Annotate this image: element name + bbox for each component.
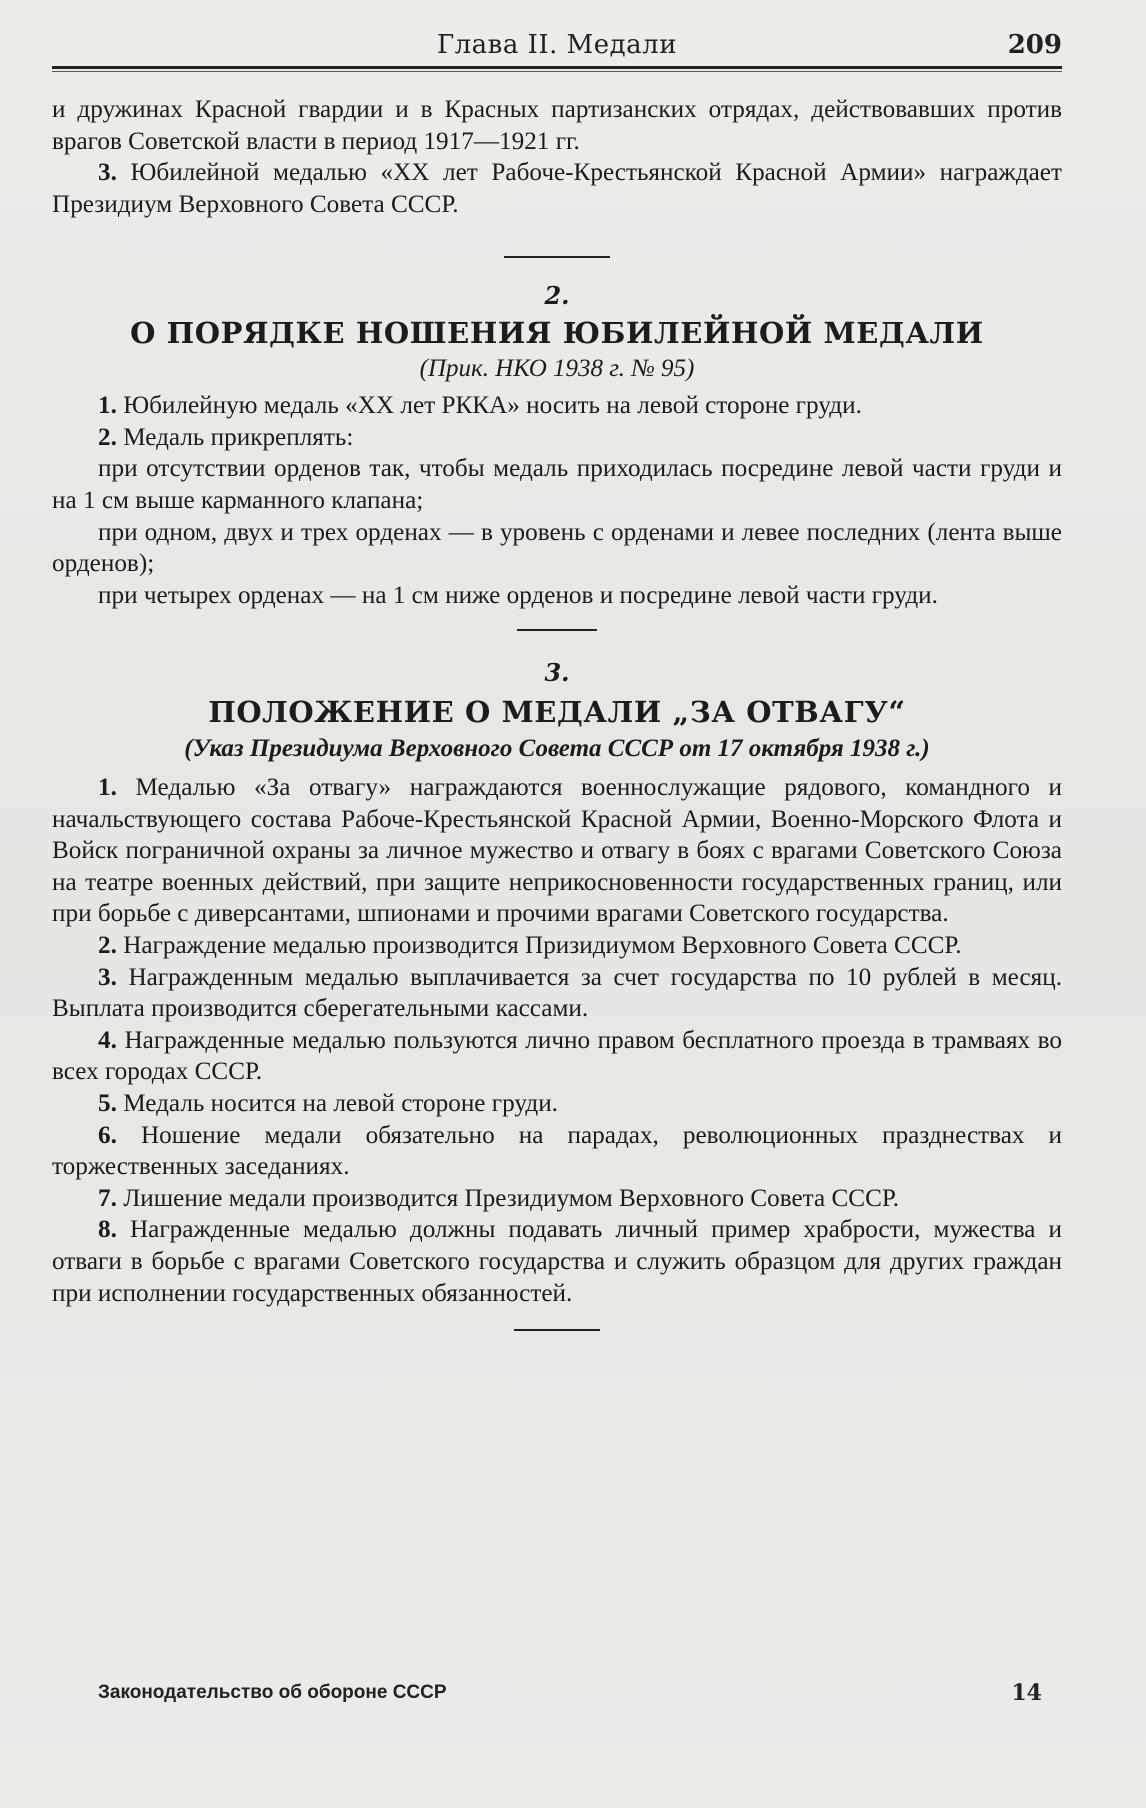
item-text: Награжденные медалью пользуются лично правом бесплатного проезда в трамваях во всех городах СССР.	[52, 1026, 1062, 1086]
item-number: 3.	[98, 963, 117, 991]
item-text: Медаль прикреплять:	[123, 423, 354, 451]
section-3-source: (Указ Президиума Верховного Совета СССР от 17 октября 1938 г.)	[184, 734, 930, 762]
section-2-subitem-c: при четырех орденах — на 1 см ниже орденов и посредине левой части груди.	[98, 581, 938, 609]
section-3-item-8	[52, 1214, 1062, 1309]
item-text: Награжденным медалью выплачивается за счет государства по 10 рублей в месяц. Выплата производится сберегательными кассами.	[52, 963, 1063, 1023]
item-number: 1.	[98, 774, 117, 802]
section-2-subitem-a: при отсутствии орденов так, чтобы медаль приходилась посредине левой части груди и на 1 см выше карманного клапана;	[52, 455, 1062, 514]
section-3-item-3	[52, 962, 1062, 1025]
item-number: 2.	[98, 932, 117, 960]
section-2-number: 2.	[544, 281, 570, 311]
footer-book-title: Законодательство об обороне СССР	[98, 1682, 447, 1703]
running-header	[52, 26, 1062, 68]
intro-paragraph: и дружинах Красной гвардии и в Красных партизанских отрядах, действовавших против врагов Советской власти в период 1917—1921 гг.	[52, 96, 1062, 155]
item-text: Награжденные медалью должны подавать личный пример храбрости, мужества и отваги в борьбе с врагами Советского государства и служить образцом для других граждан при исполнении государственных обязанностей.	[52, 1216, 1062, 1307]
chapter-title: Глава II. Медали	[436, 30, 678, 60]
item-text: Юбилейную медаль «XX лет РККА» носить на левой стороне груди.	[123, 392, 862, 420]
item-number: 3.	[98, 159, 117, 187]
section-2-item-2	[52, 422, 1062, 454]
item-number: 7.	[98, 1184, 117, 1212]
item-number: 1.	[98, 392, 117, 420]
section-3-number: 3.	[544, 658, 570, 688]
section-3-item-7	[52, 1183, 1062, 1215]
item-number: 8.	[98, 1216, 117, 1244]
section-divider	[504, 256, 610, 258]
item-text: Лишение медали производится Президиумом Верховного Совета СССР.	[123, 1184, 900, 1212]
section-3-item-1	[52, 772, 1062, 930]
section-3-items	[52, 772, 1062, 1309]
footer-signature: 14	[1011, 1680, 1042, 1706]
item-number: 2.	[98, 423, 117, 451]
header-rule	[52, 66, 1062, 72]
section-3-item-2	[52, 930, 1062, 962]
item-text: Медалью «За отвагу» награждаются военнослужащие рядового, командного и начальствующего состава Рабоче-Крестьянской Красной Армии, Военно-Морского Флота и Войск пограничной охраны за личное мужество и отвагу в боях с врагами Советского Союза на театре военных действий, при защите неприкосновенности государственных границ, или при борьбе с диверсантами, шпионами и прочими врагами Советского государства.	[52, 774, 1063, 928]
section-3-item-6	[52, 1120, 1062, 1183]
item-number: 4.	[98, 1026, 117, 1054]
item-number: 6.	[98, 1121, 117, 1149]
section-divider	[517, 629, 597, 631]
section-3-title: ПОЛОЖЕНИЕ О МЕДАЛИ „ЗА ОТВАГУ“	[208, 694, 906, 729]
intro-item-3	[52, 157, 1062, 220]
item-text: Медаль носится на левой стороне груди.	[123, 1090, 558, 1118]
page-footer	[98, 1682, 1042, 1704]
section-2-items	[52, 390, 1062, 611]
section-3-item-5	[52, 1088, 1062, 1120]
item-text: Юбилейной медалью «XX лет Рабоче-Крестьянской Красной Армии» награждает Президиум Верховного Совета СССР.	[52, 159, 1062, 218]
page-body	[52, 94, 1062, 1331]
section-2-subitem-b: при одном, двух и трех орденах — в уровень с орденами и левее последних (лента выше орденов);	[52, 518, 1062, 578]
section-2-source: (Прик. НКО 1938 г. № 95)	[419, 354, 695, 382]
section-3-item-4	[52, 1025, 1062, 1088]
item-text: Награждение медалью производится Призидиумом Верховного Совета СССР.	[123, 932, 962, 960]
section-2-title: О ПОРЯДКЕ НОШЕНИЯ ЮБИЛЕЙНОЙ МЕДАЛИ	[130, 315, 984, 350]
section-2-item-1	[52, 390, 1062, 422]
item-number: 5.	[98, 1090, 117, 1118]
item-text: Ношение медали обязательно на парадах, революционных празднествах и торжественных заседаниях.	[52, 1121, 1063, 1181]
page-number: 209	[1007, 30, 1062, 60]
section-divider	[514, 1329, 600, 1331]
